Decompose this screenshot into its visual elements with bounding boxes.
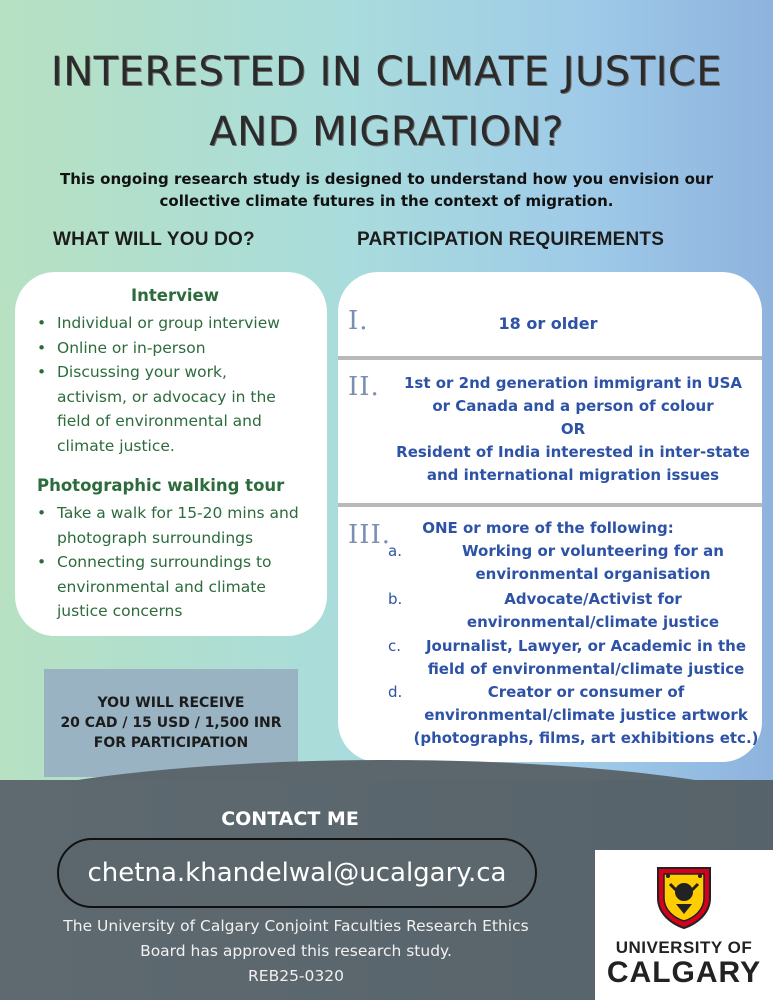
ethics-reference: REB25-0320 xyxy=(248,967,344,985)
sub-line: environmental/climate justice xyxy=(466,613,720,631)
sub-text xyxy=(428,540,758,586)
sub-letter: a. xyxy=(388,542,402,560)
intro-line-2: collective climate futures in the context of migration. xyxy=(159,192,614,210)
list-item: • Connecting surroundings to environmental and climate justice concerns xyxy=(33,550,295,624)
contact-email[interactable]: chetna.khandelwal@ucalgary.ca xyxy=(57,838,537,908)
divider xyxy=(338,356,762,360)
university-logo xyxy=(595,850,773,1000)
walking-tour-list xyxy=(33,501,317,624)
interview-list xyxy=(33,311,317,458)
list-item: • Take a walk for 15-20 mins and photograph surroundings xyxy=(33,501,313,550)
walking-tour-heading: Photographic walking tour xyxy=(37,476,285,495)
requirement-line: or Canada and a person of colour xyxy=(432,397,714,415)
requirement-line: OR xyxy=(560,420,586,438)
sub-line: Working or volunteering for an xyxy=(462,542,724,560)
requirement-intro: ONE or more of the following: xyxy=(422,519,674,537)
sub-text xyxy=(428,588,758,634)
requirement-line: and international migration issues xyxy=(426,466,720,484)
sub-line: Advocate/Activist for xyxy=(504,590,682,608)
requirements-card xyxy=(338,272,762,762)
intro-text xyxy=(30,168,743,212)
logo-line-2: CALGARY xyxy=(606,956,762,989)
crest-icon xyxy=(654,864,714,930)
logo-line-1: UNIVERSITY OF xyxy=(615,938,753,957)
sub-line: Journalist, Lawyer, or Academic in the xyxy=(425,637,747,655)
title-line-2: AND MIGRATION? xyxy=(209,109,564,155)
what-will-you-do-heading: WHAT WILL YOU DO? xyxy=(53,229,255,250)
sub-line: environmental/climate justice artwork xyxy=(424,706,748,724)
list-item: • Online or in-person xyxy=(33,336,317,361)
title-line-1: INTERESTED IN CLIMATE JUSTICE xyxy=(50,49,723,95)
divider xyxy=(338,503,762,507)
contact-heading: CONTACT ME xyxy=(221,808,359,830)
sub-line: field of environmental/climate justice xyxy=(427,660,745,678)
requirement-line: 1st or 2nd generation immigrant in USA xyxy=(403,374,743,392)
participation-requirements-heading: PARTICIPATION REQUIREMENTS xyxy=(357,229,665,250)
sub-text xyxy=(414,635,758,681)
sub-letter: d. xyxy=(388,683,403,701)
sub-text xyxy=(410,681,762,750)
requirement-numeral: I. xyxy=(348,306,369,336)
compensation-line-2: 20 CAD / 15 USD / 1,500 INR xyxy=(60,715,282,731)
sub-line: environmental organisation xyxy=(475,565,711,583)
compensation-line-1: YOU WILL RECEIVE xyxy=(97,695,245,711)
compensation-line-3: FOR PARTICIPATION xyxy=(93,735,249,751)
ethics-line: Board has approved this research study. xyxy=(140,942,452,960)
requirement-immigrant xyxy=(388,372,758,487)
interview-heading: Interview xyxy=(131,286,219,305)
page-title xyxy=(0,42,773,162)
compensation-box xyxy=(44,669,298,777)
requirement-age: 18 or older xyxy=(498,314,598,333)
sub-line: (photographs, films, art exhibitions etc.) xyxy=(413,729,759,747)
sub-line: Creator or consumer of xyxy=(487,683,685,701)
sub-letter: b. xyxy=(388,590,403,608)
sub-letter: c. xyxy=(388,637,402,655)
ethics-line: The University of Calgary Conjoint Faculties Research Ethics xyxy=(63,917,529,935)
list-item: • Individual or group interview xyxy=(33,311,317,336)
activities-card xyxy=(15,272,327,636)
requirement-numeral: III. xyxy=(348,520,392,550)
ethics-approval xyxy=(0,914,592,989)
requirement-numeral: II. xyxy=(348,372,380,402)
list-item: • Discussing your work, activism, or advocacy in the field of environmental and climate justice. xyxy=(33,360,295,458)
intro-line-1: This ongoing research study is designed to understand how you envision our xyxy=(59,170,714,188)
requirement-line: Resident of India interested in inter-state xyxy=(396,443,750,461)
